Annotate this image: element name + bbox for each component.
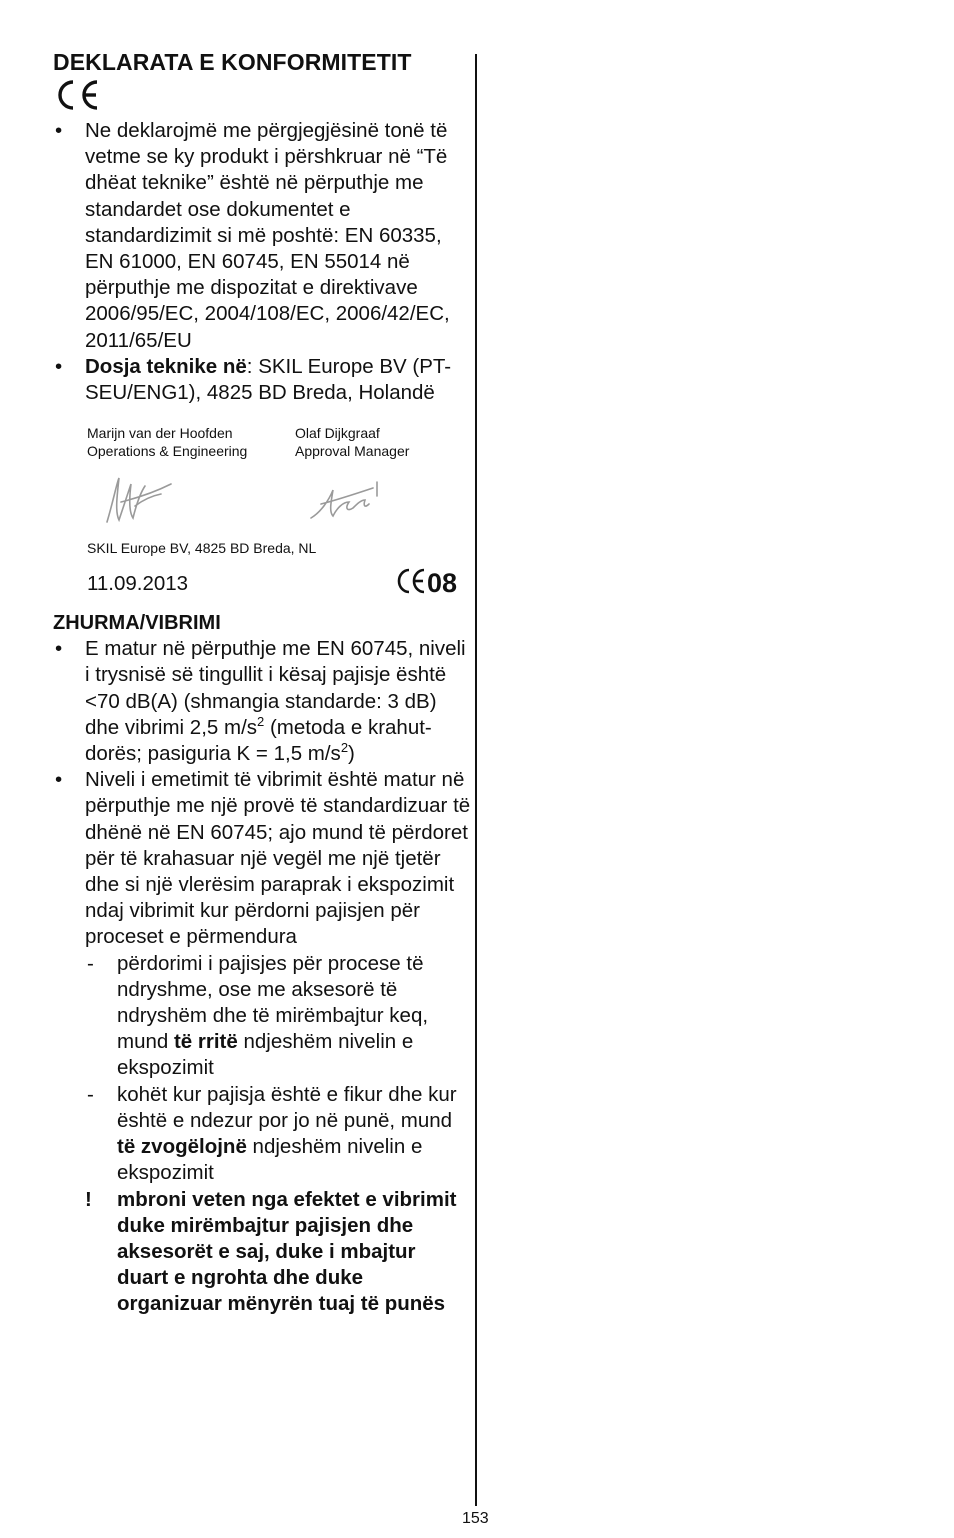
ce-year-icon bbox=[397, 566, 463, 596]
ce-year-text: 08 bbox=[427, 568, 458, 597]
bullet-icon: • bbox=[55, 354, 63, 378]
technical-file-text: : SKIL Europe BV (PT-SEU/ENG1), 4825 BD Breda, Holandë bbox=[85, 354, 452, 405]
signatory-left-name: Marijn van der Hoofden bbox=[87, 425, 233, 442]
dash-marker: - bbox=[87, 1082, 94, 1106]
content-column bbox=[53, 48, 471, 1318]
noise-text-2: (metoda e krahut-dorës; pasiguria K = 1,5 m/s bbox=[85, 715, 432, 766]
ce-year-mark bbox=[397, 566, 463, 601]
vibration-item bbox=[53, 767, 471, 950]
warning-icon: ! bbox=[85, 1187, 92, 1211]
sub-text-after: ndjeshëm nivelin e ekspozimit bbox=[117, 1030, 414, 1080]
sub-item-increase bbox=[53, 951, 471, 1082]
signatory-left-role: Operations & Engineering bbox=[87, 443, 248, 460]
signature-block bbox=[53, 420, 471, 610]
noise-text-1: E matur në përputhje me EN 60745, niveli i trysnisë së tingullit i kësaj pajisje është <70 dB(A) (shmangia standarde: 3 dB) dhe vibrimi 2,5 m/s bbox=[85, 637, 466, 739]
noise-text-3: ) bbox=[348, 742, 355, 766]
dash-marker: - bbox=[87, 951, 94, 975]
noise-heading: ZHURMA/VIBRIMI bbox=[53, 612, 221, 635]
superscript: 2 bbox=[340, 740, 349, 756]
bullet-icon: • bbox=[55, 768, 63, 792]
signatory-right-role: Approval Manager bbox=[295, 443, 410, 460]
sub-text-after: ndjeshëm nivelin e ekspozimit bbox=[117, 1135, 423, 1185]
warning-text: mbroni veten nga efektet e vibrimit duke mirëmbajtur pajisjen dhe aksesorët e saj, duke i mbajtur duart e ngrohta dhe duke organizuar mënyrën tuaj të punës bbox=[117, 1187, 457, 1316]
sub-text-bold: të rritë bbox=[173, 1030, 238, 1054]
ce-mark bbox=[53, 78, 471, 112]
technical-file-item bbox=[53, 354, 471, 406]
column-divider bbox=[475, 54, 477, 1506]
page-number: 153 bbox=[462, 1510, 489, 1527]
technical-file-label: Dosja teknike në bbox=[85, 354, 247, 378]
sub-text-before: përdorimi i pajisjes për procese të ndryshme, ose me aksesorë të ndryshëm dhe të mirëmbajtur keq, mund bbox=[117, 951, 429, 1054]
sub-text-before: kohët kur pajisja është e fikur dhe kur është e ndezur por jo në punë, mund bbox=[117, 1082, 457, 1132]
signature-right-image bbox=[307, 478, 387, 528]
signatory-right-name: Olaf Dijkgraaf bbox=[295, 425, 380, 442]
declaration-item bbox=[53, 118, 471, 354]
signatory-left bbox=[87, 424, 247, 460]
ce-mark-icon bbox=[53, 78, 103, 112]
vibration-text: Niveli i emetimit të vibrimit është matur në përputhje me një provë të standardizuar të dhënë në EN 60745; ajo mund të përdoret për të krahasuar një vegël me një tjetër dhe si një vlerësim paraprak i ekspozimit ndaj vibrimit kur përdorni pajisjen për proceset e përmendura bbox=[85, 768, 471, 949]
declaration-heading: DEKLARATA E KONFORMITETIT bbox=[53, 49, 412, 75]
bullet-icon: • bbox=[55, 637, 63, 661]
company-address: SKIL Europe BV, 4825 BD Breda, NL bbox=[87, 540, 317, 557]
noise-item bbox=[53, 636, 471, 767]
warning-item bbox=[53, 1187, 471, 1318]
signature-left-image bbox=[101, 472, 181, 532]
signatory-right bbox=[295, 424, 409, 460]
declaration-date: 11.09.2013 bbox=[87, 572, 189, 596]
bullet-icon: • bbox=[55, 119, 63, 142]
declaration-text: Ne deklarojmë me përgjegjësinë tonë të vetme se ky produkt i përshkruar në “Të dhëat teknike” është në përputhje me standardet ose dokumentet e standardizimit si më poshtë: EN 60335, EN 61000, EN 60745, EN 55014 në përputhje me dispozitat e direktivave 2006/95/EC, 2004/108/EC, 2006/42/EC, 2011/65/EU bbox=[85, 119, 450, 352]
sub-text-bold: të zvogëlojnë bbox=[117, 1135, 247, 1159]
sub-item-decrease bbox=[53, 1082, 471, 1187]
superscript: 2 bbox=[257, 714, 265, 730]
